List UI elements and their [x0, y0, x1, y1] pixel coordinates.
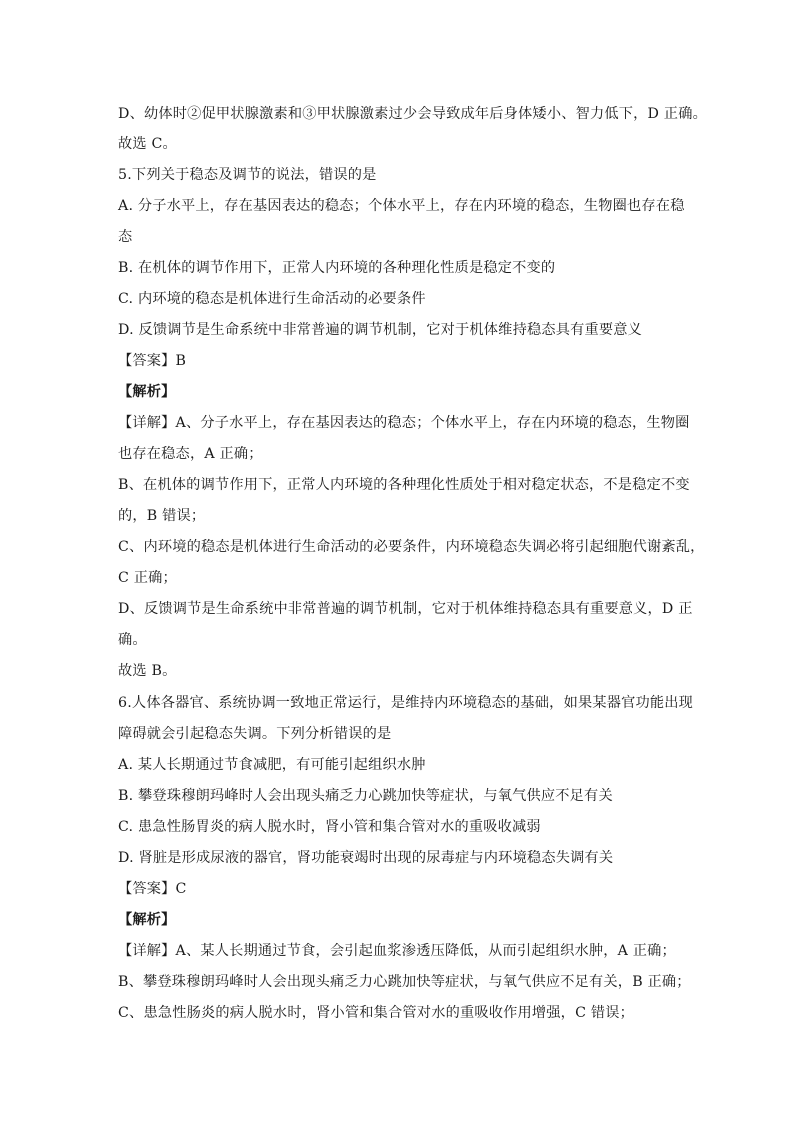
question-6-stem-cont: 障碍就会引起稳态失调。下列分析错误的是 — [118, 726, 392, 742]
question-5-detail-a: 【详解】A、分子水平上，存在基因表达的稳态；个体水平上，存在内环境的稳态，生物圈 — [118, 415, 690, 431]
question-6-detail-c: C、患急性肠炎的病人脱水时，肾小管和集合管对水的重吸收作用增强，C 错误； — [118, 1005, 634, 1021]
question-6-stem: 6.人体各器官、系统协调一致地正常运行，是维持内环境稳态的基础，如果某器官功能出现 — [118, 695, 694, 711]
question-5-option-d: D. 反馈调节是生命系统中非常普遍的调节机制，它对于机体维持稳态具有重要意义 — [118, 322, 643, 338]
question-6-detail-b: B、攀登珠穆朗玛峰时人会出现头痛乏力心跳加快等症状，与氧气供应不足有关，B 正确； — [118, 974, 691, 990]
text-line-d-option-answer: D、幼体时②促甲状腺激素和③甲状腺激素过少会导致成年后身体矮小、智力低下，D 正确。 — [118, 106, 707, 122]
question-5-answer: 【答案】B — [118, 353, 187, 369]
question-5-detail-c: C、内环境的稳态是机体进行生命活动的必要条件，内环境稳态失调必将引起细胞代谢紊乱， — [118, 539, 705, 555]
question-5-detail-b-cont: 的，B 错误； — [118, 508, 206, 524]
question-5-detail-d: D、反馈调节是生命系统中非常普遍的调节机制，它对于机体维持稳态具有重要意义，D 正 — [118, 601, 693, 617]
question-5-analysis-heading: 【解析】 — [118, 384, 176, 400]
question-6-detail-a: 【详解】A、某人长期通过节食，会引起血浆渗透压降低，从而引起组织水肿，A 正确； — [118, 943, 676, 959]
question-5-option-a-cont: 态 — [118, 229, 133, 245]
question-5-option-b: B. 在机体的调节作用下，正常人内环境的各种理化性质是稳定不变的 — [118, 260, 556, 276]
question-5-option-c: C. 内环境的稳态是机体进行生命活动的必要条件 — [118, 291, 426, 307]
question-5-detail-b: B、在机体的调节作用下，正常人内环境的各种理化性质处于相对稳定状态，不是稳定不变 — [118, 477, 690, 493]
question-5-detail-a-cont: 也存在稳态，A 正确； — [118, 446, 263, 462]
question-6-option-b: B. 攀登珠穆朗玛峰时人会出现头痛乏力心跳加快等症状，与氧气供应不足有关 — [118, 788, 613, 804]
question-5-conclusion: 故选 B。 — [118, 663, 177, 679]
question-6-answer: 【答案】C — [118, 881, 187, 897]
question-6-option-a: A. 某人长期通过节食减肥，有可能引起组织水肿 — [118, 757, 426, 773]
question-6-analysis-heading: 【解析】 — [118, 912, 176, 928]
question-5-detail-d-cont: 确。 — [118, 632, 147, 648]
question-6-option-d: D. 肾脏是形成尿液的器官，肾功能衰竭时出现的尿毒症与内环境稳态失调有关 — [118, 850, 614, 866]
question-5-detail-c-cont: C 正确； — [118, 570, 177, 586]
question-6-option-c: C. 患急性肠胃炎的病人脱水时，肾小管和集合管对水的重吸收减弱 — [118, 819, 541, 835]
question-5-option-a: A. 分子水平上，存在基因表达的稳态；个体水平上，存在内环境的稳态，生物圈也存在稳 — [118, 198, 685, 214]
question-5-stem: 5.下列关于稳态及调节的说法，错误的是 — [118, 167, 377, 183]
text-line-conclusion-c: 故选 C。 — [118, 136, 177, 152]
